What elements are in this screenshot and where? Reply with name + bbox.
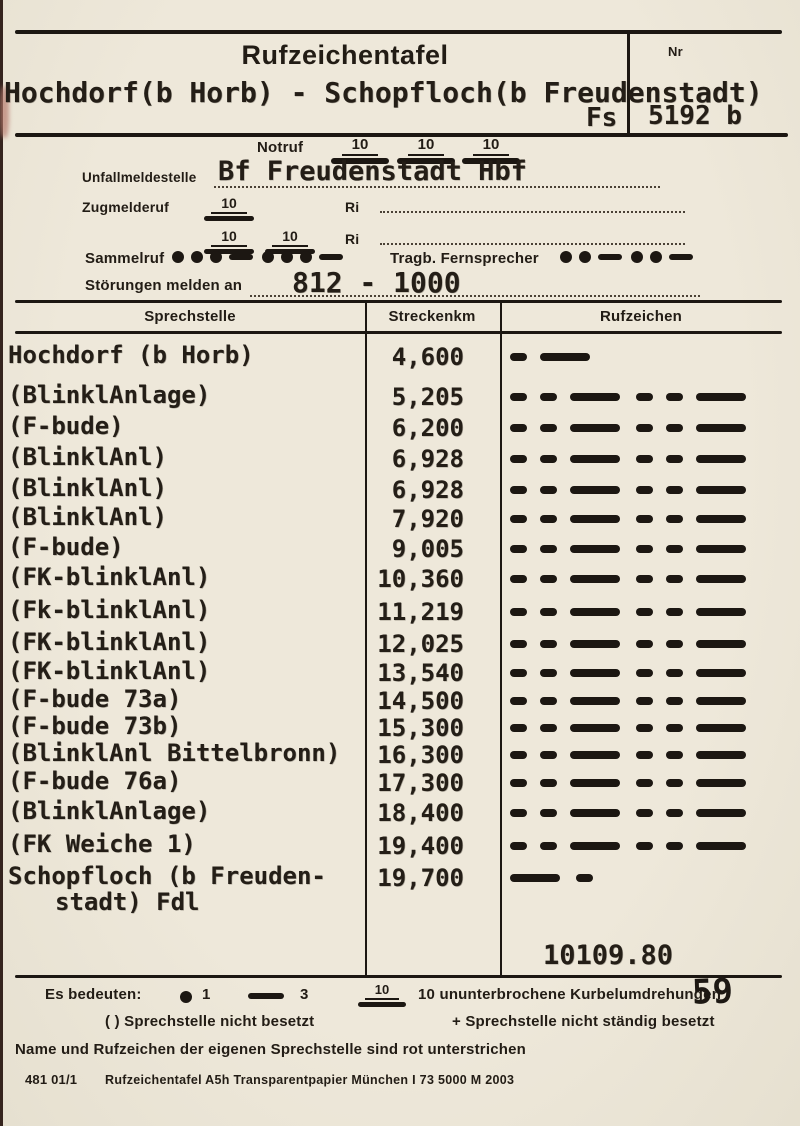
long-mark [570, 779, 620, 787]
rufzeichen-symbols [510, 424, 762, 432]
long-mark [696, 724, 746, 732]
station-name: (FK-blinklAnl) [8, 563, 211, 591]
station-name: (BlinklAnl) [8, 474, 167, 502]
station-name: (F-bude 73a) [8, 685, 182, 713]
long-mark [696, 809, 746, 817]
short-mark [540, 842, 557, 850]
long-mark [696, 842, 746, 850]
dot-mark [210, 251, 222, 263]
long-mark [696, 515, 746, 523]
long-mark [696, 779, 746, 787]
unfallmeldestelle-value: Bf Freudenstadt Hbf [218, 156, 527, 187]
sammelruf-symbols [172, 251, 352, 263]
stoerungen-value: 812 - 1000 [292, 266, 461, 299]
short-mark [636, 779, 653, 787]
station-name-line2: stadt) Fdl [55, 888, 200, 916]
streckenkm-value: 10,360 [377, 565, 464, 593]
long-mark [570, 669, 620, 677]
short-mark [636, 393, 653, 401]
zugmelderuf-ten: 10 [202, 195, 256, 221]
short-mark [510, 393, 527, 401]
dash-mark [598, 254, 622, 260]
station-name: Hochdorf (b Horb) [8, 341, 254, 369]
legend-dash-value: 3 [300, 986, 309, 1003]
legend-ten-text: 10 ununterbrochene Kurbelumdrehungen [418, 986, 722, 1003]
short-mark [666, 842, 683, 850]
long-mark [570, 608, 620, 616]
streckenkm-value: 17,300 [377, 769, 464, 797]
notruf-ten-2: 10 [396, 136, 456, 164]
dot-mark [281, 251, 293, 263]
station-name: (BlinklAnlage) [8, 381, 211, 409]
short-mark [540, 393, 557, 401]
legend-line2b: + Sprechstelle nicht ständig besetzt [452, 1013, 715, 1030]
short-mark [666, 424, 683, 432]
streckenkm-value: 9,005 [391, 535, 464, 563]
ri-dotted-line-2 [380, 243, 685, 245]
form-title: Rufzeichentafel [241, 40, 449, 70]
short-mark [510, 486, 527, 494]
rufzeichen-symbols [510, 393, 762, 401]
rufzeichen-symbols [510, 515, 762, 523]
long-mark [570, 697, 620, 705]
legend-line2a: ( ) Sprechstelle nicht besetzt [105, 1013, 315, 1030]
short-mark [510, 575, 527, 583]
legend-dot-symbol [180, 991, 192, 1003]
station-name: (F-bude 73b) [8, 712, 182, 740]
rufzeichen-symbols [510, 874, 606, 882]
rufzeichen-symbols [510, 751, 762, 759]
dot-mark [579, 251, 591, 263]
dot-mark [560, 251, 572, 263]
station-name: (BlinklAnl) [8, 503, 167, 531]
long-mark [570, 455, 620, 463]
streckenkm-value: 18,400 [377, 799, 464, 827]
short-mark [510, 779, 527, 787]
long-mark [570, 809, 620, 817]
streckenkm-value: 6,928 [391, 445, 464, 473]
table-header-rule [15, 331, 782, 334]
long-mark [510, 874, 560, 882]
short-mark [510, 669, 527, 677]
rufzeichen-symbols [510, 779, 762, 787]
short-mark [666, 640, 683, 648]
station-name: (F-bude) [8, 533, 124, 561]
short-mark [510, 608, 527, 616]
long-mark [570, 575, 620, 583]
long-mark [696, 697, 746, 705]
rufzeichen-symbols [510, 842, 762, 850]
station-name: Schopfloch (b Freuden- [8, 862, 326, 890]
rufzeichen-symbols [510, 575, 762, 583]
long-mark [696, 545, 746, 553]
top-rule [15, 30, 782, 34]
short-mark [510, 545, 527, 553]
streckenkm-value: 6,200 [391, 414, 464, 442]
short-mark [636, 575, 653, 583]
short-mark [636, 640, 653, 648]
short-mark [510, 353, 527, 361]
date-stamp: 10109.80 [543, 940, 674, 971]
streckenkm-value: 16,300 [377, 741, 464, 769]
short-mark [666, 545, 683, 553]
streckenkm-value: 13,540 [377, 659, 464, 687]
footer-form-number: 481 01/1 [25, 1072, 78, 1087]
nr-label: Nr [668, 44, 683, 59]
short-mark [510, 515, 527, 523]
short-mark [666, 779, 683, 787]
long-mark [570, 842, 620, 850]
short-mark [666, 393, 683, 401]
long-mark [570, 424, 620, 432]
long-mark [696, 486, 746, 494]
route-title: Hochdorf(b Horb) - Schopfloch(b Freudenstadt) [4, 76, 763, 109]
streckenkm-value: 15,300 [377, 714, 464, 742]
column-header-rufzeichen: Rufzeichen [599, 308, 682, 325]
short-mark [666, 724, 683, 732]
fs-number: 5192 b [648, 101, 742, 131]
dot-mark [191, 251, 203, 263]
long-mark [570, 393, 620, 401]
long-mark [696, 608, 746, 616]
sammelruf-label: Sammelruf [85, 250, 165, 267]
short-mark [510, 842, 527, 850]
short-mark [540, 424, 557, 432]
short-mark [666, 575, 683, 583]
dash-mark [229, 254, 253, 260]
short-mark [666, 697, 683, 705]
station-name: (FK-blinklAnl) [8, 657, 211, 685]
short-mark [636, 486, 653, 494]
short-mark [540, 724, 557, 732]
rufzeichen-symbols [510, 669, 762, 677]
dot-mark [172, 251, 184, 263]
unfallmeldestelle-label: Unfallmeldestelle [82, 170, 197, 185]
short-mark [636, 724, 653, 732]
long-mark [570, 515, 620, 523]
column-header-sprechstelle: Sprechstelle [144, 308, 236, 325]
table-top-rule [15, 300, 782, 303]
rufzeichen-symbols [510, 353, 606, 361]
station-name: (BlinklAnl Bittelbronn) [8, 739, 341, 767]
long-mark [696, 424, 746, 432]
long-mark [696, 575, 746, 583]
tragbarer-fernsprecher-symbols [560, 251, 702, 263]
dot-mark [262, 251, 274, 263]
short-mark [636, 842, 653, 850]
stoerungen-label: Störungen melden an [85, 277, 243, 294]
rufzeichen-symbols [510, 545, 762, 553]
short-mark [636, 515, 653, 523]
short-mark [666, 608, 683, 616]
long-mark [696, 393, 746, 401]
notruf-ten-1: 10 [330, 136, 390, 164]
zugmelderuf-label: Zugmelderuf [82, 199, 169, 215]
short-mark [666, 455, 683, 463]
notruf-ten-3: 10 [461, 136, 521, 164]
short-mark [666, 486, 683, 494]
streckenkm-value: 6,928 [391, 476, 464, 504]
short-mark [666, 751, 683, 759]
long-mark [570, 640, 620, 648]
short-mark [540, 545, 557, 553]
dot-mark [631, 251, 643, 263]
long-mark [696, 751, 746, 759]
short-mark [636, 751, 653, 759]
ri-dotted-line-1 [380, 211, 685, 213]
short-mark [636, 697, 653, 705]
long-mark [696, 669, 746, 677]
legend-dash-symbol [248, 993, 284, 999]
short-mark [510, 424, 527, 432]
station-name: (FK Weiche 1) [8, 830, 196, 858]
short-mark [636, 424, 653, 432]
station-name: (Fk-blinklAnl) [8, 596, 211, 624]
station-name: (BlinklAnlage) [8, 797, 211, 825]
long-mark [570, 486, 620, 494]
streckenkm-value: 19,400 [377, 832, 464, 860]
ri-label-1: Ri [345, 199, 360, 215]
streckenkm-value: 7,920 [391, 505, 464, 533]
rufzeichen-symbols [510, 809, 762, 817]
short-mark [666, 669, 683, 677]
short-mark [510, 697, 527, 705]
long-mark [696, 640, 746, 648]
long-mark [570, 724, 620, 732]
notruf-label: Notruf [257, 139, 304, 156]
short-mark [540, 608, 557, 616]
dot-mark [300, 251, 312, 263]
scan-edge [0, 0, 3, 1126]
short-mark [510, 455, 527, 463]
fs-label: Fs [586, 103, 618, 133]
short-mark [540, 640, 557, 648]
short-mark [510, 640, 527, 648]
short-mark [666, 809, 683, 817]
short-mark [540, 697, 557, 705]
dash-mark [319, 254, 343, 260]
zug-row2-ten-1: 10 [202, 228, 256, 254]
zug-row2-ten-2: 10 [263, 228, 317, 254]
rufzeichen-symbols [510, 455, 762, 463]
column-header-streckenkm: Streckenkm [388, 308, 476, 325]
table-bottom-rule [15, 975, 782, 978]
rufzeichen-symbols [510, 697, 762, 705]
station-name: (BlinklAnl) [8, 443, 167, 471]
station-name: (F-bude 76a) [8, 767, 182, 795]
short-mark [636, 669, 653, 677]
legend-line3: Name und Rufzeichen der eigenen Sprechstelle sind rot unterstrichen [15, 1041, 527, 1058]
rufzeichen-symbols [510, 486, 762, 494]
short-mark [540, 669, 557, 677]
streckenkm-value: 4,600 [391, 343, 464, 371]
station-name: (F-bude) [8, 412, 124, 440]
short-mark [540, 575, 557, 583]
short-mark [540, 486, 557, 494]
short-mark [540, 779, 557, 787]
short-mark [540, 809, 557, 817]
short-mark [666, 515, 683, 523]
column-divider-2 [500, 300, 502, 977]
tragbarer-fernsprecher-label: Tragb. Fernsprecher [390, 250, 539, 267]
short-mark [510, 751, 527, 759]
streckenkm-value: 14,500 [377, 687, 464, 715]
dash-mark [669, 254, 693, 260]
short-mark [576, 874, 593, 882]
legend-intro-label: Es bedeuten: [45, 986, 142, 1003]
station-name: (FK-blinklAnl) [8, 628, 211, 656]
long-mark [696, 455, 746, 463]
handwritten-number: 59 [691, 971, 734, 1013]
streckenkm-value: 12,025 [377, 630, 464, 658]
ri-label-2: Ri [345, 231, 360, 247]
long-mark [570, 545, 620, 553]
short-mark [540, 515, 557, 523]
short-mark [636, 455, 653, 463]
dot-mark [650, 251, 662, 263]
short-mark [510, 724, 527, 732]
rufzeichen-symbols [510, 640, 762, 648]
long-mark [570, 751, 620, 759]
streckenkm-value: 5,205 [391, 383, 464, 411]
short-mark [540, 455, 557, 463]
short-mark [510, 809, 527, 817]
long-mark [540, 353, 590, 361]
short-mark [636, 809, 653, 817]
legend-ten-symbol: 10 [356, 981, 408, 1007]
streckenkm-value: 11,219 [377, 598, 464, 626]
streckenkm-value: 19,700 [377, 864, 464, 892]
legend-dot-value: 1 [202, 986, 211, 1003]
short-mark [636, 608, 653, 616]
short-mark [636, 545, 653, 553]
rufzeichen-symbols [510, 724, 762, 732]
short-mark [540, 751, 557, 759]
footer-print-info: Rufzeichentafel A5h Transparentpapier München I 73 5000 M 2003 [105, 1073, 515, 1087]
rufzeichen-symbols [510, 608, 762, 616]
